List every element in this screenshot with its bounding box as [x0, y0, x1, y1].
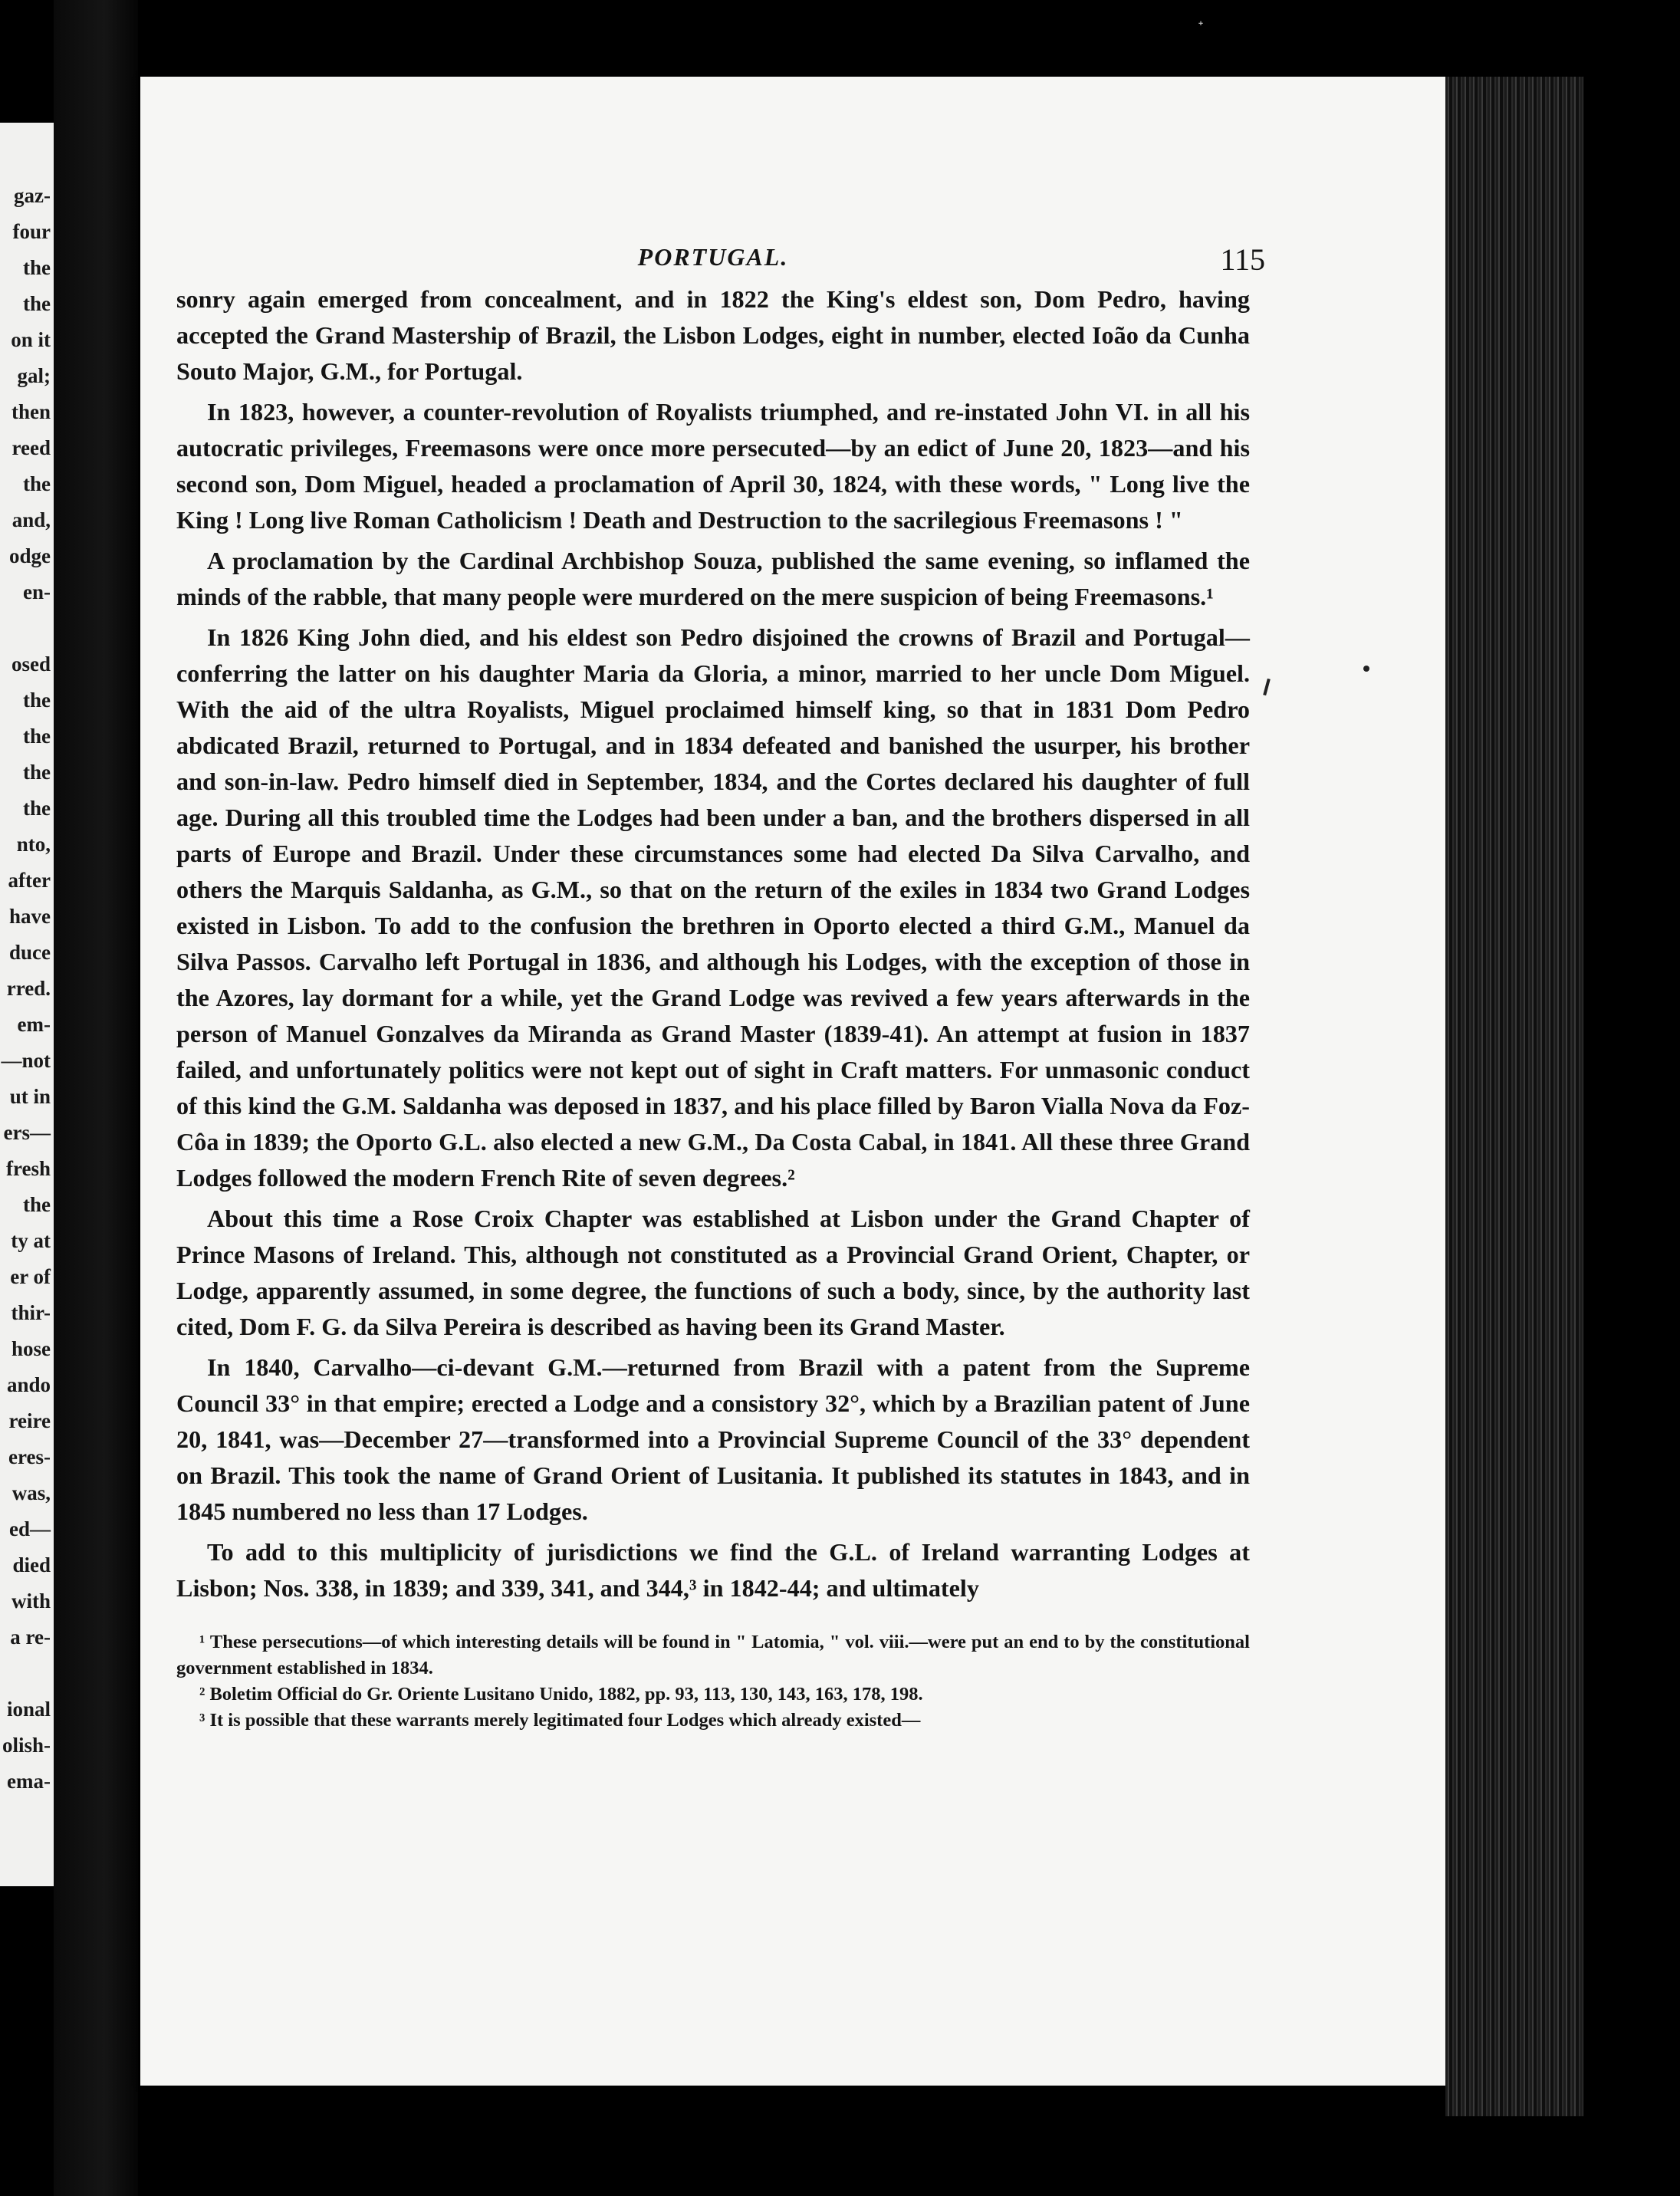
book-binding-gutter — [54, 0, 138, 2196]
margin-fragment: reire — [8, 1409, 51, 1432]
paragraph: A proclamation by the Cardinal Archbishop Souza, published the same evening, so inflamed the minds of the rabble, that many people were murdered on the mere suspicion of being Freemasons.¹ — [176, 547, 1250, 610]
margin-fragment: the — [23, 725, 51, 748]
margin-fragment: er of — [10, 1265, 51, 1288]
margin-fragment: osed — [11, 653, 51, 676]
margin-fragment: and, — [12, 508, 51, 531]
margin-fragment: the — [23, 1193, 51, 1216]
margin-fragment: gaz- — [14, 184, 51, 207]
margin-fragment: ional — [6, 1698, 51, 1721]
footnote: ² Boletim Official do Gr. Oriente Lusitano Unido, 1882, pp. 93, 113, 130, 143, 163, 178, 198. — [199, 1684, 923, 1705]
paragraph: About this time a Rose Croix Chapter was established at Lisbon under the Grand Chapter of Prince Masons of Ireland. This, although not constituted as a Provincial Grand Orient, Chapter, or Lodge, apparently assumed, in some degree, the functions of such a body, since, by the authority last cited, Dom F. G. da Silva Pereira is described as having been its Grand Master. — [176, 1205, 1250, 1340]
page-number: 115 — [1220, 242, 1265, 277]
margin-fragment: four — [12, 220, 51, 243]
margin-fragment: en- — [23, 580, 51, 603]
footnote: ¹ These persecutions—of which interesting details will be found in " Latomia, " vol. viii.—were put an end to by the constitutional government established in 1834. — [176, 1632, 1250, 1678]
margin-fragment: olish- — [2, 1734, 51, 1757]
paragraph: sonry again emerged from concealment, and in 1822 the King's eldest son, Dom Pedro, having accepted the Grand Mastership of Brazil, the Lisbon Lodges, eight in number, elected Ioão da Cunha Souto Major, G.M., for Portugal. — [176, 285, 1250, 385]
stray-mark: ᐩ — [1198, 17, 1204, 35]
running-head-title: PORTUGAL. — [637, 243, 789, 271]
margin-fragment: nto, — [16, 833, 51, 856]
margin-fragment: em- — [17, 1013, 51, 1036]
background-shade — [1583, 0, 1680, 2196]
margin-fragment: ers— — [3, 1121, 51, 1144]
body-text — [176, 281, 1250, 1606]
margin-fragment: —not — [1, 1049, 51, 1072]
page-text — [176, 242, 1265, 1734]
margin-fragment: after — [8, 869, 51, 892]
margin-fragment: fresh — [6, 1157, 51, 1180]
margin-fragment: ema- — [7, 1770, 51, 1793]
margin-fragment: ed— — [9, 1517, 51, 1540]
paragraph: In 1840, Carvalho—ci-devant G.M.—returned from Brazil with a patent from the Supreme Council 33° in that empire; erected a Lodge and a consistory 32°, which by a Brazilian patent of June 20, 1841, was—December 27—transformed into a Provincial Supreme Council of the 33° dependent on Brazil. This took the name of Grand Orient of Lusitania. It published its statutes in 1843, and in 1845 numbered no less than 17 Lodges. — [176, 1353, 1250, 1525]
margin-fragment: gal; — [17, 364, 51, 387]
margin-fragment: hose — [11, 1337, 51, 1360]
margin-fragment: thir- — [11, 1301, 51, 1324]
margin-fragment: the — [23, 256, 51, 279]
margin-fragment: ut in — [9, 1085, 51, 1108]
footnote: ³ It is possible that these warrants merely legitimated four Lodges which already existed— — [199, 1710, 921, 1731]
running-head — [176, 242, 1265, 281]
margin-fragment: have — [9, 905, 51, 928]
footnotes — [176, 1629, 1250, 1734]
margin-fragment: eres- — [8, 1445, 51, 1468]
ink-speck — [1363, 666, 1369, 672]
margin-fragment: on it — [11, 328, 51, 351]
margin-fragment: a re- — [10, 1626, 51, 1649]
margin-fragment: then — [11, 400, 51, 423]
paragraph: To add to this multiplicity of jurisdictions we find the G.L. of Ireland warranting Lodges at Lisbon; Nos. 338, in 1839; and 339, 341, and 344,³ in 1842-44; and ultimately — [176, 1538, 1250, 1602]
margin-fragment: the — [23, 689, 51, 712]
margin-fragment: died — [12, 1553, 51, 1576]
margin-fragment: the — [23, 292, 51, 315]
margin-fragment: was, — [12, 1481, 51, 1504]
margin-fragment: reed — [12, 436, 51, 459]
margin-fragment: duce — [9, 941, 51, 964]
paragraph: In 1823, however, a counter-revolution of Royalists triumphed, and re-instated John VI. in all his autocratic privileges, Freemasons were once more persecuted—by an edict of June 20, 1823—and his second son, Dom Miguel, headed a proclamation of April 30, 1824, with these words, " Long live the King ! Long live Roman Catholicism ! Death and Destruction to the sacrilegious Freemasons ! " — [176, 398, 1250, 534]
margin-fragment: ando — [6, 1373, 51, 1396]
margin-fragment: ty at — [11, 1229, 51, 1252]
margin-fragment: the — [23, 797, 51, 820]
margin-fragment: with — [11, 1589, 51, 1612]
margin-fragment: rred. — [6, 977, 51, 1000]
previous-page-margin — [0, 123, 54, 1886]
margin-fragment: the — [23, 761, 51, 784]
margin-fragment: odge — [9, 544, 51, 567]
page-edges — [1445, 77, 1583, 2116]
margin-fragment: the — [23, 472, 51, 495]
paragraph: In 1826 King John died, and his eldest son Pedro disjoined the crowns of Brazil and Portugal—conferring the latter on his daughter Maria da Gloria, a minor, married to her uncle Dom Miguel. With the aid of the ultra Royalists, Miguel proclaimed himself king, so that in 1831 Dom Pedro abdicated Brazil, returned to Portugal, and in 1834 defeated and banished the usurper, his brother and son-in-law. Pedro himself died in September, 1834, and the Cortes declared his daughter of full age. During all this troubled time the Lodges had been under a ban, and the brothers dispersed in all parts of Europe and Brazil. Under these circumstances some had elected Da Silva Carvalho, and others the Marquis Saldanha, as G.M., so that on the return of the exiles in 1834 two Grand Lodges existed in Lisbon. To add to the confusion the brethren in Oporto elected a third G.M., Manuel da Silva Passos. Carvalho left Portugal in 1836, and although his Lodges, with the exception of those in the Azores, lay dormant for a while, yet the Grand Lodge was revived a few years afterwards in the person of Manuel Gonzalves da Miranda as Grand Master (1839-41). An attempt at fusion in 1837 failed, and unfortunately politics were not kept out of sight in Craft matters. For unmasonic conduct of this kind the G.M. Saldanha was deposed in 1837, and his place filled by Baron Vialla Nova da Foz-Côa in 1839; the Oporto G.L. also elected a new G.M., Da Costa Cabal, in 1841. All these three Grand Lodges followed the modern French Rite of seven degrees.² — [176, 623, 1250, 1192]
